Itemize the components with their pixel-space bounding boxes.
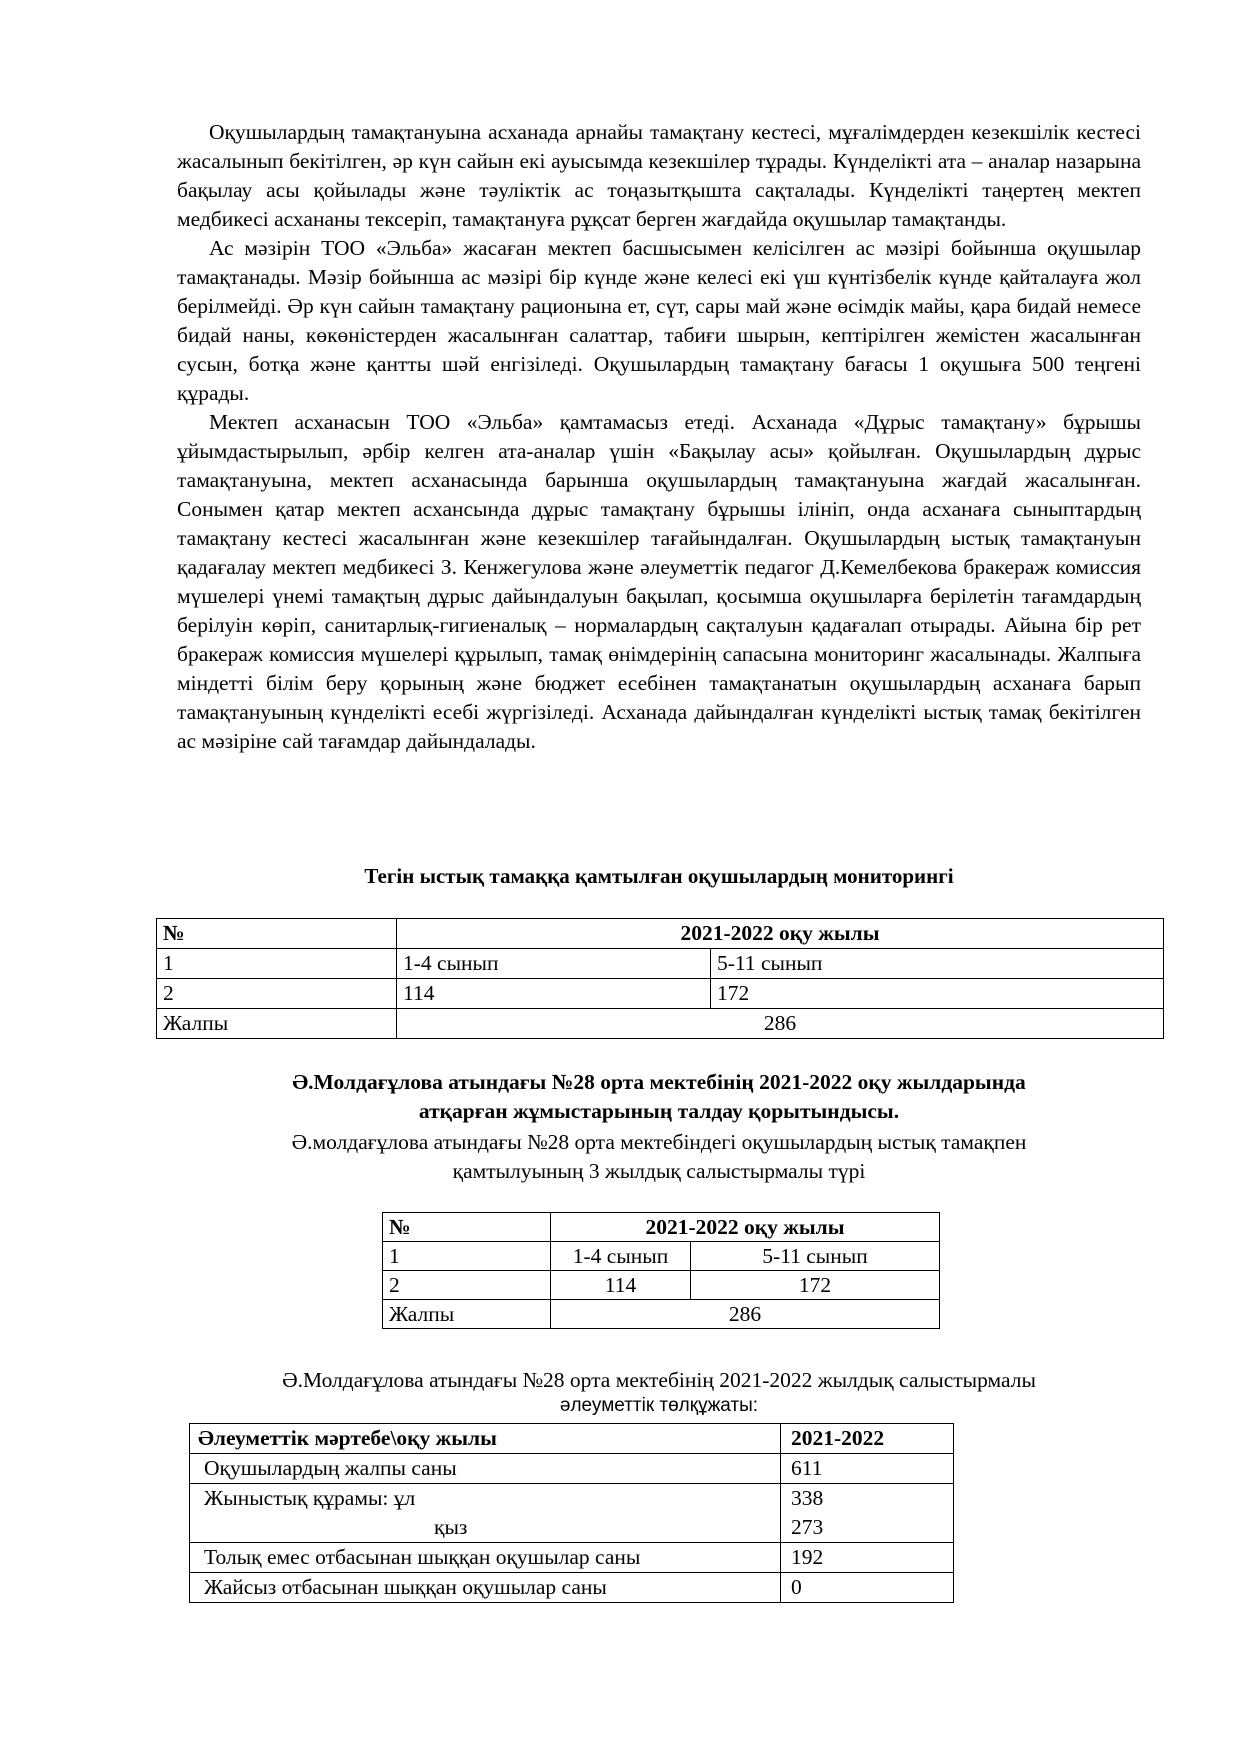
table-cell: 2 — [383, 1271, 551, 1300]
table-row — [383, 1300, 940, 1329]
section3-title — [177, 1366, 1141, 1418]
table-row — [190, 1484, 954, 1514]
row-value: 192 — [781, 1543, 954, 1573]
header-year: 2021-2022 оқу жылы — [551, 1213, 940, 1242]
section3-line2: әлеуметтік төлқұжаты: — [559, 1395, 759, 1416]
header-year: 2021-2022 — [781, 1424, 954, 1454]
table-cell: 5-11 сынып — [691, 1242, 940, 1271]
total-label: Жалпы — [157, 1009, 397, 1039]
row-value: 611 — [781, 1454, 954, 1484]
table-cell: 1-4 сынып — [397, 949, 711, 979]
total-label: Жалпы — [383, 1300, 551, 1329]
table-row — [157, 979, 1164, 1009]
paragraph-3: Мектеп асханасын ТОО «Эльба» қамтамасыз етеді. Асханада «Дұрыс тамақтану» бұрышы ұйымдастырылып, әрбір келген ата-аналар үшін «Бақылау асы» қойылған. Оқушылардың дұрыс тамақтануына, мектеп асханасында барынша оқушылардың тамақтануына жағдай жасалынған. Сонымен қатар мектеп асхансында дұрыс тамақтану бұрышы ілініп, онда асханаға сыныптардың тамақтану кестесі жасалынған және кезекшілер тағайындалған. Оқушылардың ыстық тамақтануын қадағалау мектеп медбикесі З. Кенжегулова және әлеуметтік педагог Д.Кемелбекова бракераж комиссия мүшелері үнемі тамақтың дұрыс дайындалуын бақылап, қосымша оқушыларға берілетін тағамдардың берілуін көріп, санитарлық-гигиеналық – нормалардың сақталуын қадағалап отырады. Айына бір рет бракераж комиссия мүшелері құрылып, тамақ өнімдерінің сапасына мониторинг жасалынады. Жалпыға міндетті білім беру қорының және бюджет есебінен тамақтанатын оқушылардың асханаға барып тамақтануының күнделікті есебі жүргізіледі. Асханада дайындалған күнделікті ыстық тамақ бекітілген ас мәзіріне сай тағамдар дайындалады. — [177, 410, 1141, 753]
row-value: 0 — [781, 1573, 954, 1603]
table-row — [190, 1513, 954, 1543]
social-passport-table — [189, 1423, 954, 1603]
table-row — [383, 1242, 940, 1271]
table-cell: 1-4 сынып — [551, 1242, 691, 1271]
table-row — [157, 919, 1164, 949]
row-label: Толық емес отбасынан шыққан оқушылар саны — [190, 1543, 781, 1573]
table-cell: 2 — [157, 979, 397, 1009]
paragraph-1: Оқушылардың тамақтануына асханада арнайы тамақтану кестесі, мұғалімдерден кезекшілік кестесі жасалынып бекітілген, әр күн сайын екі ауысымда кезекшілер тұрады. Күнделікті ата – аналар назарына бақылау асы қойылады және тәуліктік ас тоңазытқышта сақталады. Күнделікті таңертең мектеп медбикесі асхананы тексеріп, тамақтануға рұқсат берген жағдайда оқушылар тамақтанды. — [177, 120, 1141, 231]
row-label: Жыныстық құрамы: ұл — [190, 1484, 781, 1514]
table-cell: 172 — [691, 1271, 940, 1300]
section2-sub-line1: Ә.молдағұлова атындағы №28 орта мектебіндегі оқушылардың ыстық тамақпен — [291, 1130, 1027, 1154]
table-row — [157, 949, 1164, 979]
table-row — [190, 1424, 954, 1454]
total-value: 286 — [551, 1300, 940, 1329]
header-no: № — [157, 919, 397, 949]
table-cell: 172 — [711, 979, 1164, 1009]
row-label: Оқушылардың жалпы саны — [190, 1454, 781, 1484]
row-label: Жайсыз отбасынан шыққан оқушылар саны — [190, 1573, 781, 1603]
table-cell: 1 — [383, 1242, 551, 1271]
table-cell: 1 — [157, 949, 397, 979]
paragraph-2: Ас мәзірін ТОО «Эльба» жасаған мектеп басшысымен келісілген ас мәзірі бойынша оқушылар тамақтанады. Мәзір бойынша ас мәзірі бір күнде және келесі екі үш күнтізбелік күнде қайталауға жол берілмейді. Әр күн сайын тамақтану рационына ет, сүт, сары май және өсімдік майы, қара бидай немесе бидай наны, көкөністерден жасалынған салаттар, табиғи шырын, кептірілген жемістен жасалынған сусын, ботқа және қантты шәй енгізіледі. Оқушылардың тамақтану бағасы 1 оқушыға 500 теңгені құрады. — [177, 236, 1141, 405]
section2-heading-line2: атқарған жұмыстарының талдау қорытындысы. — [418, 1099, 900, 1123]
section2-heading — [177, 1068, 1141, 1126]
header-label: Әлеуметтік мәртебе\оқу жылы — [190, 1424, 781, 1454]
section2-heading-line1: Ә.Молдағұлова атындағы №28 орта мектебінің 2021-2022 оқу жылдарында — [292, 1070, 1026, 1094]
table-cell: 114 — [551, 1271, 691, 1300]
row-label: қыз — [190, 1513, 781, 1543]
table-cell: 5-11 сынып — [711, 949, 1164, 979]
monitoring-table — [156, 918, 1164, 1039]
row-value: 273 — [781, 1513, 954, 1543]
table-row — [383, 1213, 940, 1242]
section3-line1: Ә.Молдағұлова атындағы №28 орта мектебінің 2021-2022 жылдық салыстырмалы — [282, 1368, 1036, 1392]
body-text — [177, 118, 1141, 756]
table-cell: 114 — [397, 979, 711, 1009]
table-row — [190, 1573, 954, 1603]
header-year: 2021-2022 оқу жылы — [397, 919, 1164, 949]
section2-subtitle — [177, 1128, 1141, 1186]
table1-title: Тегін ыстық тамаққа қамтылған оқушылардың мониторингі — [364, 864, 954, 888]
header-no: № — [383, 1213, 551, 1242]
row-value: 338 — [781, 1484, 954, 1514]
total-value: 286 — [397, 1009, 1164, 1039]
table-row — [190, 1543, 954, 1573]
table-row — [383, 1271, 940, 1300]
table-row — [157, 1009, 1164, 1039]
section2-sub-line2: қамтылуының 3 жылдық салыстырмалы түрі — [452, 1159, 866, 1183]
table-row — [190, 1454, 954, 1484]
comparison-table — [382, 1212, 940, 1329]
